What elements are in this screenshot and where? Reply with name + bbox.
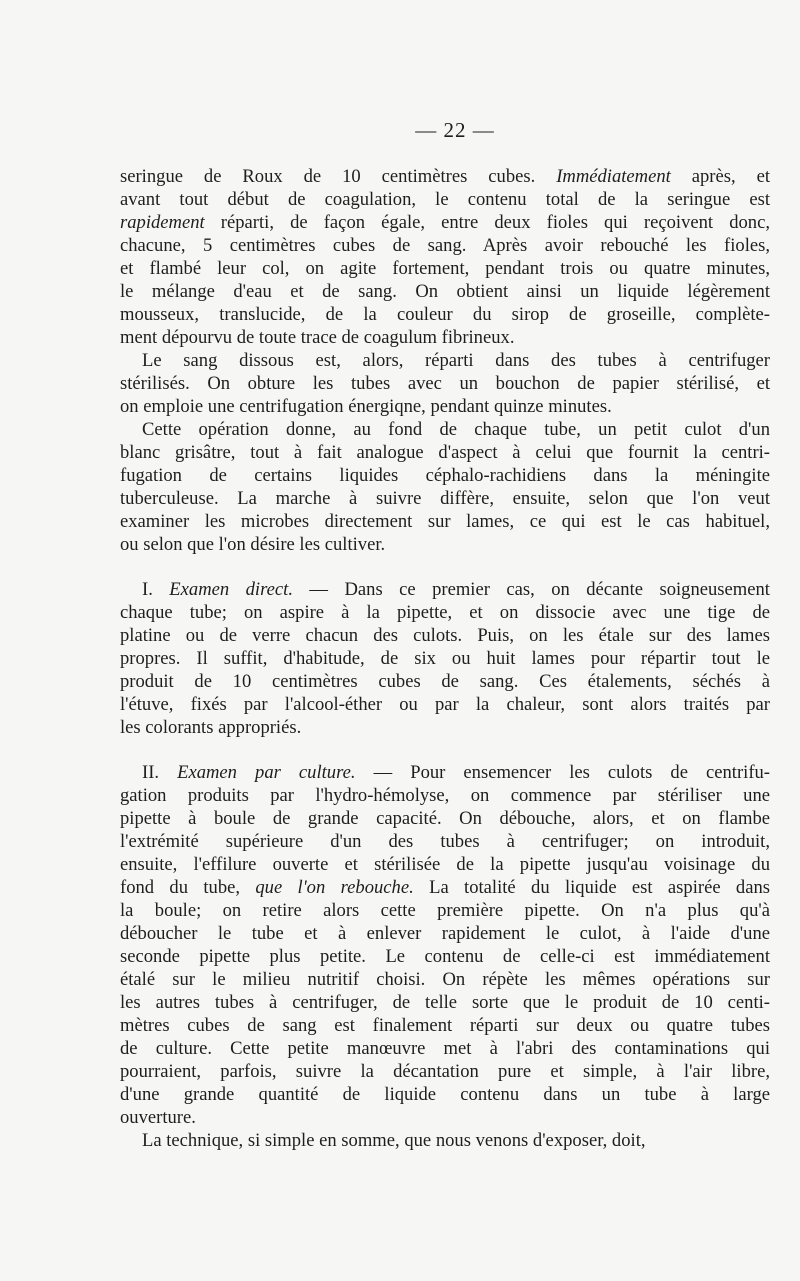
paragraph bbox=[120, 349, 770, 418]
text-line: ou selon que l'on désire les cultiver. bbox=[120, 534, 386, 555]
text-line: le mélange d'eau et de sang. On obtient ainsi un liquide légèrement bbox=[120, 281, 770, 302]
text-line: gation produits par l'hydro-hémolyse, on commence par stériliser une bbox=[120, 785, 770, 806]
text-line: I. Examen direct. — Dans ce premier cas, on décante soigneusement bbox=[142, 579, 770, 600]
text-line: stérilisés. On obture les tubes avec un bouchon de papier stérilisé, et bbox=[120, 373, 770, 394]
text-line: la boule; on retire alors cette première pipette. On n'a plus qu'à bbox=[120, 900, 770, 921]
text-line: mètres cubes de sang est finalement réparti sur deux ou quatre tubes bbox=[120, 1015, 770, 1036]
paragraph bbox=[120, 418, 770, 556]
paragraph bbox=[120, 165, 770, 349]
paragraph bbox=[120, 761, 770, 1129]
text-line: fugation de certains liquides céphalo-rachidiens dans la méningite bbox=[120, 465, 770, 486]
text-line: rapidement réparti, de façon égale, entre deux fioles qui reçoivent donc, bbox=[120, 212, 770, 233]
italic-text: que l'on rebouche. bbox=[255, 877, 414, 898]
text-line: ment dépourvu de toute trace de coagulum fibrineux. bbox=[120, 327, 515, 348]
text-line: examiner les microbes directement sur lames, ce qui est le cas habituel, bbox=[120, 511, 770, 532]
page-number: — 22 — bbox=[415, 118, 495, 142]
italic-text: Immédiatement bbox=[556, 166, 671, 187]
text-line: ensuite, l'effilure ouverte et stérilisée de la pipette jusqu'au voisinage du bbox=[120, 854, 770, 875]
text-line: Cette opération donne, au fond de chaque tube, un petit culot d'un bbox=[142, 419, 770, 440]
text-line: étalé sur le milieu nutritif choisi. On répète les mêmes opérations sur bbox=[120, 969, 770, 990]
text-line: on emploie une centrifugation énergiqne, pendant quinze minutes. bbox=[120, 396, 612, 417]
text-line: chacune, 5 centimètres cubes de sang. Après avoir rebouché les fioles, bbox=[120, 235, 770, 256]
section-gap bbox=[120, 739, 770, 761]
text-line: d'une grande quantité de liquide contenu dans un tube à large bbox=[120, 1084, 770, 1105]
section-gap bbox=[120, 556, 770, 578]
text-line: l'extrémité supérieure d'un des tubes à centrifuger; on introduit, bbox=[120, 831, 770, 852]
text-line: tuberculeuse. La marche à suivre diffère, ensuite, selon que l'on veut bbox=[120, 488, 770, 509]
text-line: mousseux, translucide, de la couleur du sirop de groseille, complète- bbox=[120, 304, 770, 325]
text-line: Le sang dissous est, alors, réparti dans des tubes à centrifuger bbox=[142, 350, 770, 371]
text-line: seconde pipette plus petite. Le contenu de celle-ci est immédiatement bbox=[120, 946, 770, 967]
text-line: ouverture. bbox=[120, 1107, 196, 1128]
text-line: les colorants appropriés. bbox=[120, 717, 302, 738]
text-line: blanc grisâtre, tout à fait analogue d'aspect à celui que fournit la centri- bbox=[120, 442, 770, 463]
paragraph bbox=[120, 578, 770, 739]
text-line: et flambé leur col, on agite fortement, pendant trois ou quatre minutes, bbox=[120, 258, 770, 279]
text-line: produit de 10 centimètres cubes de sang. Ces étalements, séchés à bbox=[120, 671, 770, 692]
text-line: seringue de Roux de 10 centimètres cubes. Immédiatement après, et bbox=[120, 166, 770, 187]
italic-text: Examen par culture. bbox=[177, 762, 356, 783]
italic-text: Examen direct. bbox=[169, 579, 293, 600]
text-line: II. Examen par culture. — Pour ensemencer les culots de centrifu- bbox=[142, 762, 771, 783]
italic-text: rapidement bbox=[120, 212, 205, 233]
text-line: déboucher le tube et à enlever rapidement le culot, à l'aide d'une bbox=[120, 923, 770, 944]
text-line: les autres tubes à centrifuger, de telle sorte que le produit de 10 centi- bbox=[120, 992, 770, 1013]
body-text bbox=[120, 165, 770, 1152]
text-line: de culture. Cette petite manœuvre met à l'abri des contaminations qui bbox=[120, 1038, 770, 1059]
paragraph bbox=[120, 1129, 770, 1152]
text-line: pourraient, parfois, suivre la décantation pure et simple, à l'air libre, bbox=[120, 1061, 770, 1082]
text-line: propres. Il suffit, d'habitude, de six ou huit lames pour répartir tout le bbox=[120, 648, 770, 669]
text-line: fond du tube, que l'on rebouche. La totalité du liquide est aspirée dans bbox=[120, 877, 770, 898]
text-line: chaque tube; on aspire à la pipette, et on dissocie avec une tige de bbox=[120, 602, 770, 623]
text-line: pipette à boule de grande capacité. On débouche, alors, et on flambe bbox=[120, 808, 770, 829]
text-line: platine ou de verre chacun des culots. Puis, on les étale sur des lames bbox=[120, 625, 770, 646]
text-line: avant tout début de coagulation, le contenu total de la seringue est bbox=[120, 189, 770, 210]
text-line: l'étuve, fixés par l'alcool-éther ou par la chaleur, sont alors traités par bbox=[120, 694, 770, 715]
text-line: La technique, si simple en somme, que nous venons d'exposer, doit, bbox=[142, 1130, 646, 1151]
